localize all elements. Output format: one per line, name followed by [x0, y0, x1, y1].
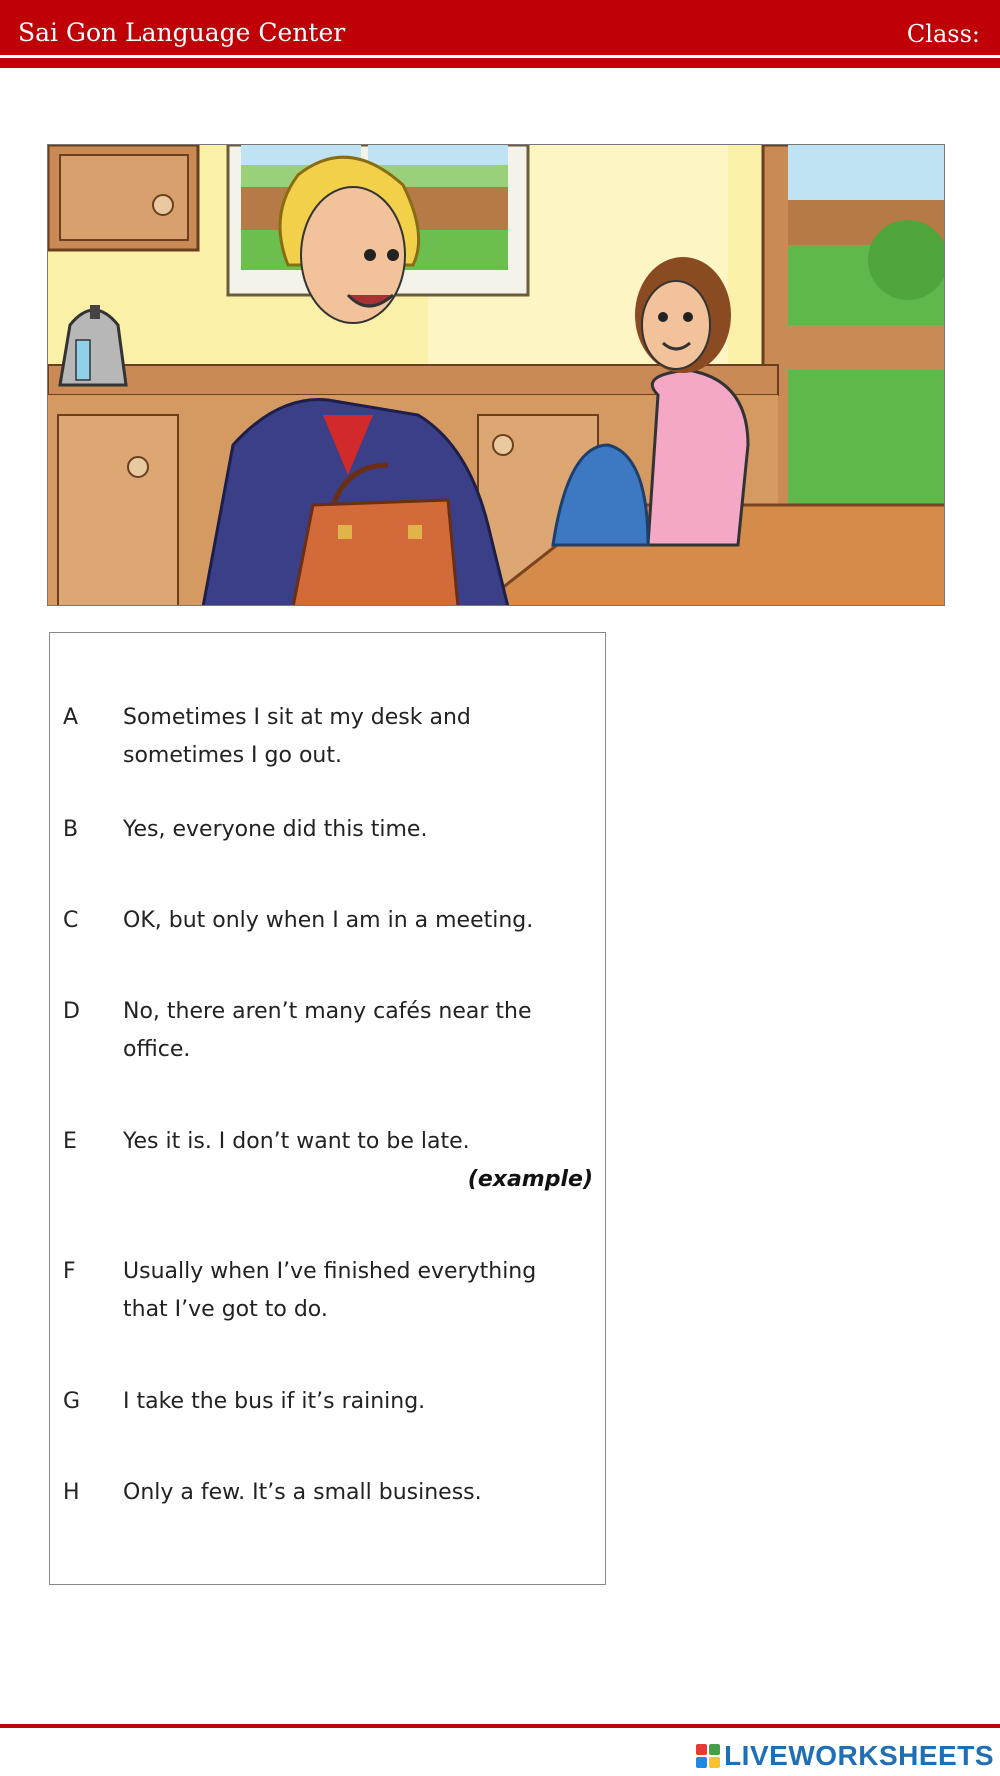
option-text-line: I take the bus if it’s raining. — [123, 1389, 426, 1414]
option-text — [123, 1474, 583, 1512]
logo-square — [696, 1757, 707, 1768]
liveworksheets-logo[interactable] — [696, 1741, 994, 1771]
option-text-line: Only a few. It’s a small business. — [123, 1480, 482, 1505]
option-letter: G — [63, 1389, 81, 1414]
logo-square — [709, 1744, 720, 1755]
option-text — [123, 811, 583, 849]
option-text-line: No, there aren’t many cafés near the — [123, 999, 532, 1024]
class-label: Class: — [906, 20, 980, 48]
option-text — [123, 1253, 583, 1329]
option-text-line: Yes, everyone did this time. — [123, 817, 428, 842]
school-name: Sai Gon Language Center — [18, 18, 346, 47]
option-letter: E — [63, 1129, 77, 1154]
option-text — [123, 699, 583, 775]
option-letter: B — [63, 817, 79, 842]
option-text-line: office. — [123, 1037, 191, 1062]
example-tag: (example) — [467, 1167, 593, 1192]
logo-square — [696, 1744, 707, 1755]
logo-square — [709, 1757, 720, 1768]
option-text — [123, 902, 583, 940]
option-letter: A — [63, 705, 79, 730]
option-text-line: Usually when I’ve finished everything — [123, 1259, 537, 1284]
option-letter: D — [63, 999, 80, 1024]
answer-options-box — [49, 632, 606, 1585]
kitchen-illustration — [47, 144, 945, 606]
option-text — [123, 1123, 583, 1161]
logo-text: LIVEWORKSHEETS — [724, 1740, 994, 1771]
logo-grid-icon — [696, 1744, 720, 1768]
option-letter: C — [63, 908, 79, 933]
option-text-line: Sometimes I sit at my desk and — [123, 705, 471, 730]
option-letter: F — [63, 1259, 76, 1284]
option-text-line: OK, but only when I am in a meeting. — [123, 908, 534, 933]
option-text-line: that I’ve got to do. — [123, 1297, 328, 1322]
option-letter: H — [63, 1480, 80, 1505]
option-text — [123, 993, 583, 1069]
header-stripe — [0, 58, 1000, 68]
header-bar — [0, 0, 1000, 56]
option-text-line: sometimes I go out. — [123, 743, 342, 768]
footer-divider — [0, 1724, 1000, 1728]
option-text-line: Yes it is. I don’t want to be late. — [123, 1129, 470, 1154]
option-text — [123, 1383, 583, 1421]
